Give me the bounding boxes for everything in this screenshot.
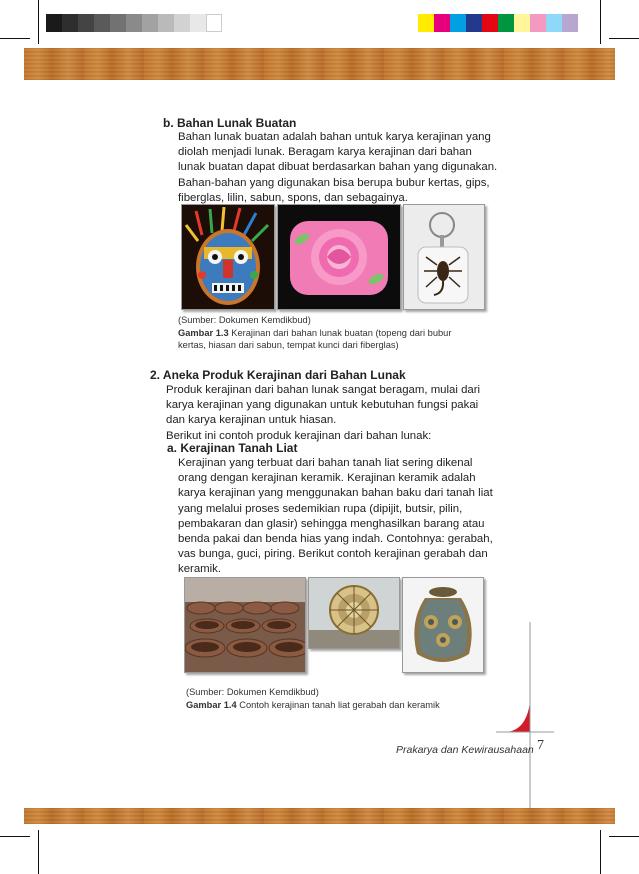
color-swatch [514, 14, 530, 32]
paragraph-line: Berikut ini contoh produk kerajinan dari bahan lunak: [166, 429, 432, 442]
figure-caption-text: Kerajinan dari bahan lunak buatan (topeng dari bubur [228, 328, 452, 338]
paragraph-line: yang melalui proses sedemikian rupa (dipijit, butsir, pilin, [178, 502, 463, 515]
color-swatch [530, 14, 546, 32]
color-swatch [498, 14, 514, 32]
section-heading: a. Kerajinan Tanah Liat [167, 441, 298, 455]
gray-swatch [126, 14, 142, 32]
section-paragraph [178, 456, 520, 578]
figure-label: Gambar 1.4 [186, 700, 237, 710]
paragraph-line: karya kerajinan yang menggunakan bahan baku dari tanah liat [178, 487, 493, 500]
paragraph-line: pembakaran dan glasir) sehingga menghasilkan barang atau [178, 517, 485, 530]
page-corner-decoration [496, 622, 556, 812]
paragraph-line: orang dengan kerajinan keramik. Kerajinan keramik adalah [178, 472, 476, 485]
section-heading: b. Bahan Lunak Buatan [163, 116, 297, 130]
paragraph-line: lunak buatan dapat dibuat berdasarkan bahan yang digunakan. [178, 161, 498, 174]
paragraph-line: diolah menjadi lunak. Beragam karya kerajinan dari bahan [178, 146, 472, 159]
section-paragraph [178, 130, 520, 206]
figure-caption [178, 327, 508, 351]
paragraph-line: Produk kerajinan dari bahan lunak sangat beragam, mulai dari [166, 384, 481, 396]
paragraph-line: keramik. [178, 563, 222, 576]
gray-swatch [158, 14, 174, 32]
crop-mark [0, 836, 30, 837]
book-title: Prakarya dan Kewirausahaan [396, 744, 534, 756]
paragraph-line: karya kerajinan yang digunakan untuk kebutuhan fungsi pakai [166, 399, 479, 412]
section-heading: 2. Aneka Produk Kerajinan dari Bahan Lunak [150, 368, 406, 382]
gray-swatch [190, 14, 206, 32]
pottery-bowls-photo [184, 577, 306, 673]
color-swatch [434, 14, 450, 32]
grayscale-color-bar [46, 14, 222, 32]
figure-source: (Sumber: Dokumen Kemdikbud) [186, 687, 319, 697]
crop-mark [38, 0, 39, 44]
gray-swatch [94, 14, 110, 32]
ceramic-plate-photo [308, 577, 400, 649]
crop-mark [600, 830, 601, 874]
crop-mark [38, 830, 39, 874]
figure-caption-text: Contoh kerajinan tanah liat gerabah dan keramik [236, 700, 440, 710]
paragraph-line: dan karya kerajinan untuk hiasan. [166, 414, 337, 427]
gray-swatch [110, 14, 126, 32]
fiberglass-keychain-photo [403, 204, 485, 310]
crop-mark [600, 0, 601, 44]
color-swatch [562, 14, 578, 32]
gray-swatch [46, 14, 62, 32]
paragraph-line: vas bunga, guci, piring. Berikut contoh kerajinan gerabah dan [178, 548, 488, 561]
color-swatch [466, 14, 482, 32]
crop-mark [0, 38, 30, 39]
top-wood-strip [24, 48, 615, 80]
figure-caption-text: kertas, hiasan dari sabun, tempat kunci dari fiberglas) [178, 340, 399, 350]
gray-swatch [206, 14, 222, 32]
crop-mark [609, 38, 639, 39]
color-swatch [450, 14, 466, 32]
figure-caption [186, 699, 516, 711]
color-swatch [482, 14, 498, 32]
paper-mache-mask-photo [181, 204, 275, 310]
figure-label: Gambar 1.3 [178, 328, 229, 338]
ceramic-jar-photo [402, 577, 484, 673]
soap-carving-photo [277, 204, 401, 310]
gray-swatch [174, 14, 190, 32]
gray-swatch [78, 14, 94, 32]
section-paragraph [166, 383, 520, 444]
process-color-bar [418, 14, 578, 32]
paragraph-line: Bahan-bahan yang digunakan bisa berupa bubur kertas, gips, [178, 176, 490, 189]
page-number: 7 [537, 738, 544, 753]
gray-swatch [62, 14, 78, 32]
color-swatch [418, 14, 434, 32]
gray-swatch [142, 14, 158, 32]
paragraph-line: benda pakai dan benda hias yang indah. Contohnya: gerabah, [178, 533, 493, 546]
paragraph-line: fiberglas, lilin, sabun, spons, dan sebagainya. [178, 191, 408, 204]
paragraph-line: Bahan lunak buatan adalah bahan untuk karya kerajinan yang [178, 131, 491, 143]
paragraph-line: Kerajinan yang terbuat dari bahan tanah liat sering dikenal [178, 457, 473, 469]
crop-mark [609, 836, 639, 837]
figure-source: (Sumber: Dokumen Kemdikbud) [178, 315, 311, 325]
color-swatch [546, 14, 562, 32]
